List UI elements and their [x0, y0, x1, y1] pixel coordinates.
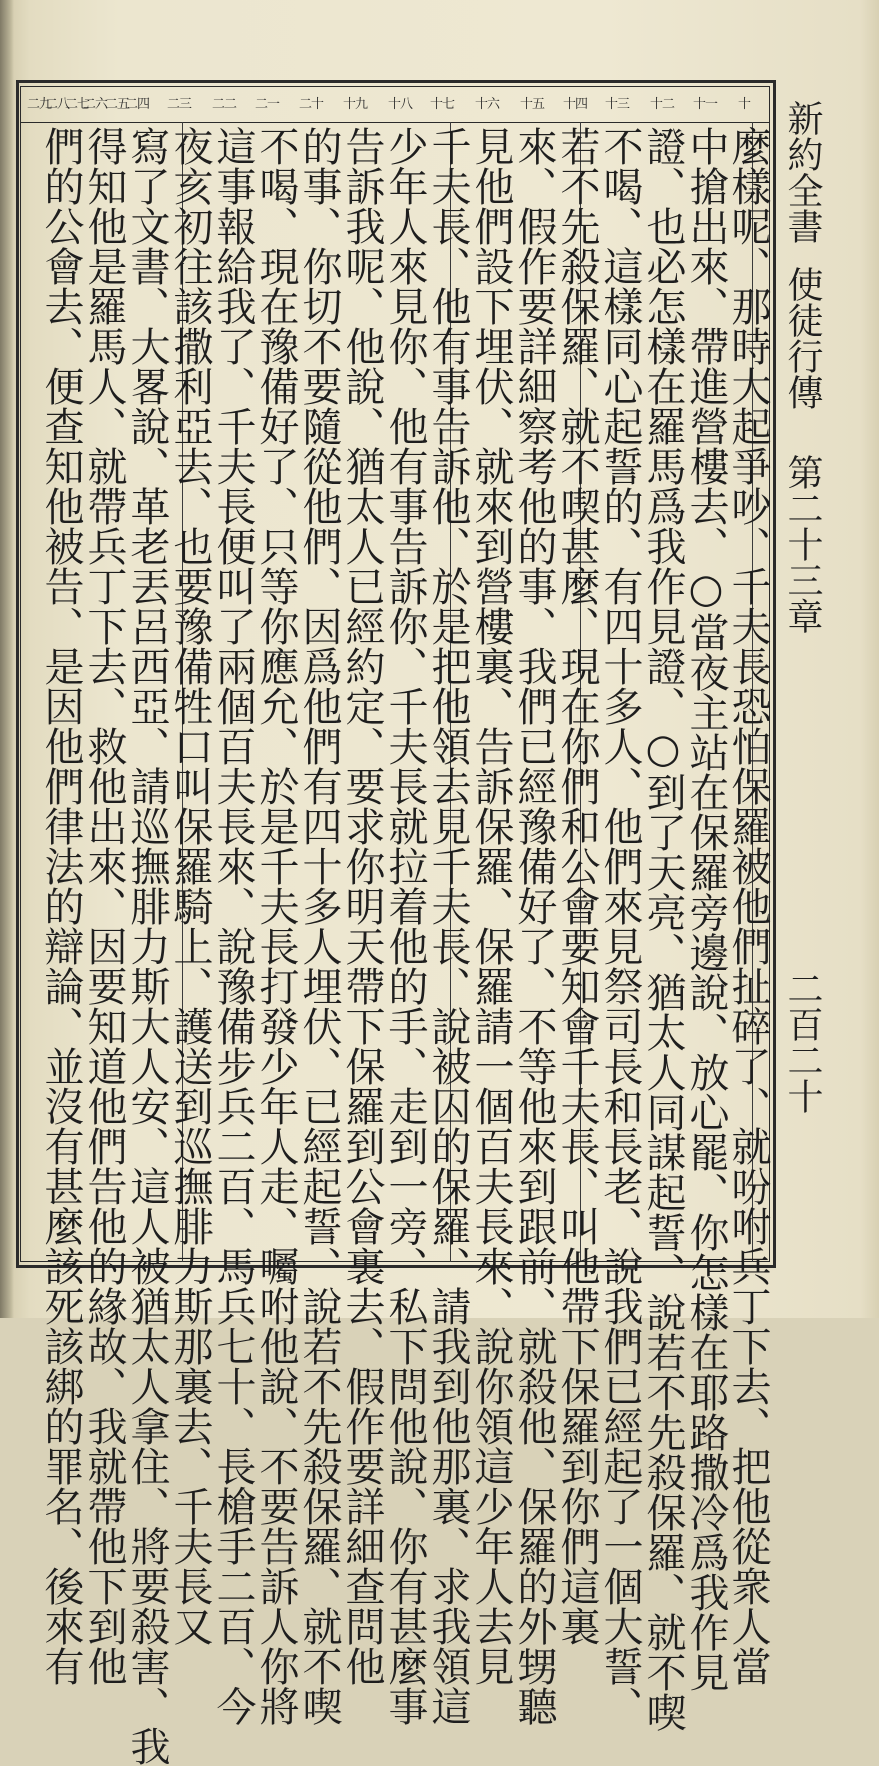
text-column: 來、假作要詳細察考他的事、我們已經豫備好了、不等他來到跟前、就殺他、保羅的外甥聽 [511, 126, 557, 1726]
verse-number: 十 [737, 97, 750, 112]
verse-number: 二十 [298, 97, 323, 112]
verse-number: 二二 [211, 97, 236, 112]
text-column: 若不先殺保羅、就不喫甚麼、現在你們和公會要知會千夫長、叫他帶下保羅到你們這裏 [554, 126, 600, 1646]
verse-number: 十一 [692, 97, 717, 112]
text-column: 夜亥初往該撒利亞去、也要豫備牲口叫保羅騎上、護送到巡撫腓力斯那裏去、千夫長又 [167, 126, 213, 1646]
text-column: 不喝、現在豫備好了、只等你應允、於是千夫長打發少年人走、囑咐他說、不要告訴人你將 [253, 126, 299, 1726]
verse-number: 二四 [124, 97, 149, 112]
verse-number: 二一 [254, 97, 279, 112]
verse-number: 十七 [429, 97, 454, 112]
text-column: 不喝、這樣同心起誓的、有四十多人、他們來見祭司長和長老、說我們已經起了一個大誓、 [597, 126, 643, 1726]
verse-number: 十九 [342, 97, 367, 112]
text-column: 見他們設下埋伏、就來到營樓裏、告訴保羅、保羅請一個百夫長來、說你領這少年人去見 [468, 126, 514, 1686]
text-column: 中搶出來、帶進營樓去、○當夜主站在保羅旁邊說、放心罷、你怎樣在耶路撒冷爲我作見 [683, 126, 729, 1692]
verse-number: 十四 [562, 97, 587, 112]
text-column: 麼樣呢、那時大起爭吵、千夫長恐怕保羅被他們扯碎了、就吩咐兵丁下去、把他從衆人當 [725, 126, 771, 1686]
text-column: 們的公會去、便查知他被告、是因他們律法的辯論、並沒有甚麼該死該綁的罪名、後來有 [38, 126, 84, 1686]
verse-number: 十二 [649, 97, 674, 112]
text-column: 寫了文書、大畧說、革老丟呂西亞、請巡撫腓力斯大人安、這人被猶太人拿住、將要殺害、我 [124, 126, 170, 1766]
text-column: 告訴我呢、他說、猶太人已經約定、要求你明天帶下保羅到公會裏去、假作要詳細查問他 [339, 126, 385, 1686]
text-column: 少年人來見你、他有事告訴你、千夫長就拉着他的手、走到一旁、私下問他說、你有甚麼事 [382, 126, 428, 1726]
verse-number: 二三 [166, 97, 191, 112]
chapter-label: 第二十三章 [782, 454, 823, 634]
verse-number-rule [20, 122, 770, 123]
verse-number: 二八 [44, 97, 69, 112]
text-column: 得知他是羅馬人、就帶兵丁下去、救他出來、因要知道他們告他的緣故、我就帶他下到他 [81, 126, 127, 1686]
verse-number: 二九 [26, 97, 51, 112]
text-column: 證、也必怎樣在羅馬爲我作見證、○到了天亮、猶太人同謀起誓、說若不先殺保羅、就不喫 [640, 126, 686, 1732]
book-name: 使徒行傳 [782, 266, 823, 410]
verse-number: 二六 [82, 97, 107, 112]
page-number: 二百二十 [782, 970, 823, 1114]
verse-number: 十八 [387, 97, 412, 112]
page-binding-shadow [0, 0, 14, 1318]
text-column: 千夫長、他有事告訴他、於是把他領去見千夫長、說被囚的保羅、請我到他那裏、求我領這 [425, 126, 471, 1726]
running-header [780, 100, 824, 780]
text-column: 的事、你切不要隨從他們、因爲他們有四十多人埋伏、已經起誓、說若不先殺保羅、就不喫 [296, 126, 342, 1726]
book-title: 新約全書 [782, 100, 823, 244]
verse-number: 二五 [104, 97, 129, 112]
verse-number: 二七 [64, 97, 89, 112]
verse-number: 十六 [474, 97, 499, 112]
text-column: 這事報給我了、千夫長便叫了兩個百夫長來、說豫備步兵二百、馬兵七十、長槍手二百、今 [210, 126, 256, 1726]
verse-number: 十五 [519, 97, 544, 112]
verse-number: 十三 [604, 97, 629, 112]
